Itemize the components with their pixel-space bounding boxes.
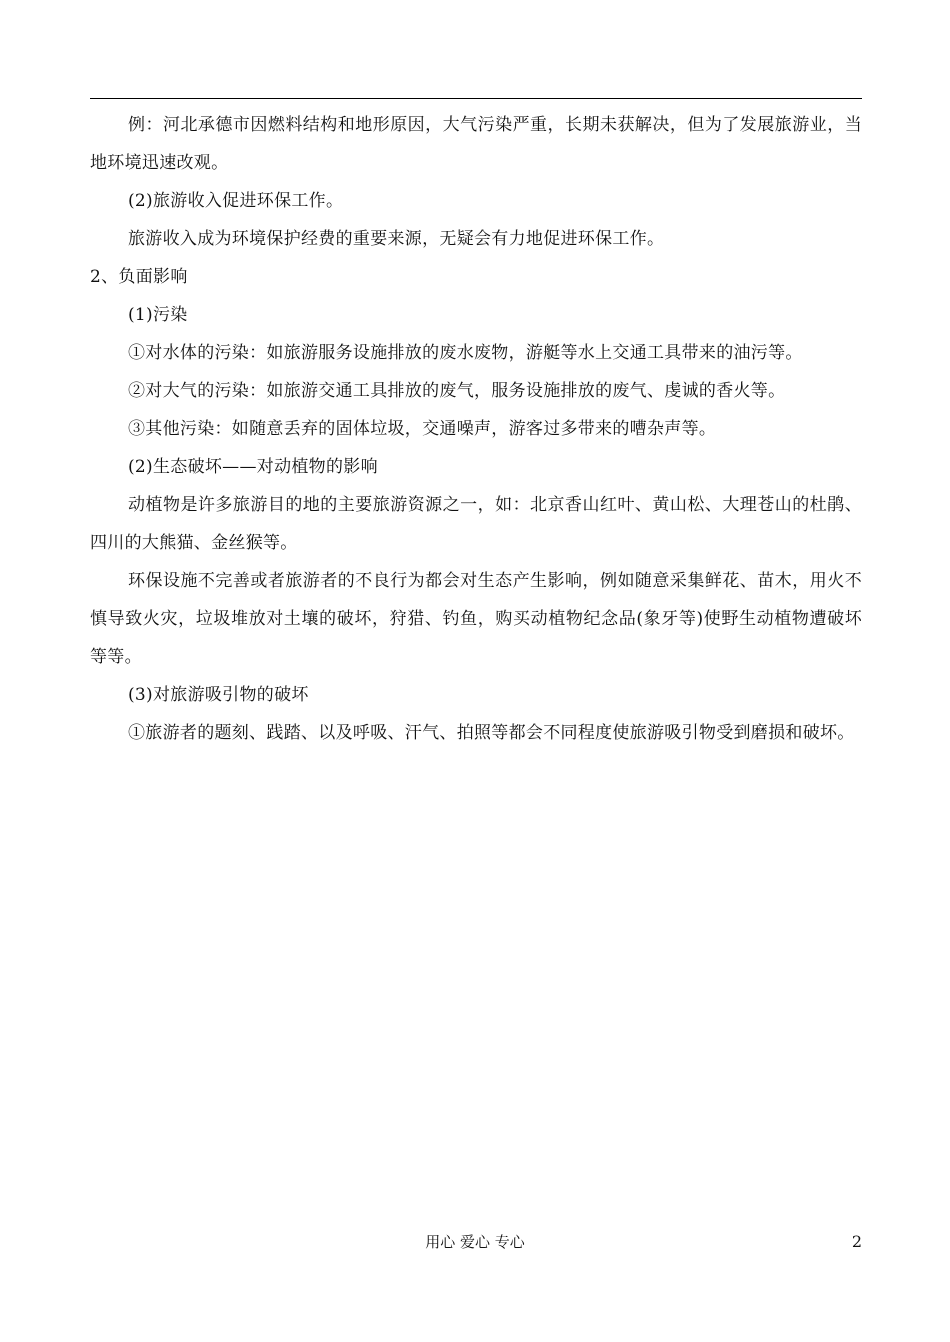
page-number: 2 [851,1232,862,1251]
paragraph-ecology-impact: 环保设施不完善或者旅游者的不良行为都会对生态产生影响，例如随意采集鲜花、苗木，用火不慎导致火灾，垃圾堆放对土壤的破坏，狩猎、钓鱼，购买动植物纪念品(象牙等)使野生动植物遭破坏等等。 [90,571,862,667]
paragraph-1: 例：河北承德市因燃料结构和地形原因，大气污染严重，长期未获解决，但为了发展旅游业，当地环境迅速改观。 [90,115,862,173]
document-body [90,106,862,752]
subheading-ecology: (2)生态破坏——对动植物的影响 [128,457,378,477]
section-heading: 2、负面影响 [90,267,188,287]
header-rule [90,98,862,99]
subheading-attractions: (3)对旅游吸引物的破坏 [128,685,309,705]
subheading-pollution: (1)污染 [128,305,188,325]
paragraph-air-pollution: ②对大气的污染：如旅游交通工具排放的废气，服务设施排放的废气、虔诚的香火等。 [128,381,786,401]
paragraph-other-pollution: ③其他污染：如随意丢弃的固体垃圾，交通噪声，游客过多带来的嘈杂声等。 [128,419,717,439]
paragraph-2: (2)旅游收入促进环保工作。 [128,191,344,211]
footer-slogan: 用心 爱心 专心 [425,1233,525,1251]
paragraph-flora-fauna: 动植物是许多旅游目的地的主要旅游资源之一，如：北京香山红叶、黄山松、大理苍山的杜鹃、四川的大熊猫、金丝猴等。 [90,495,862,553]
paragraph-3: 旅游收入成为环境保护经费的重要来源，无疑会有力地促进环保工作。 [128,229,665,249]
paragraph-water-pollution: ①对水体的污染：如旅游服务设施排放的废水废物，游艇等水上交通工具带来的油污等。 [128,343,803,363]
paragraph-attraction-damage: ①旅游者的题刻、践踏、以及呼吸、汗气、拍照等都会不同程度使旅游吸引物受到磨损和破坏。 [128,723,855,743]
